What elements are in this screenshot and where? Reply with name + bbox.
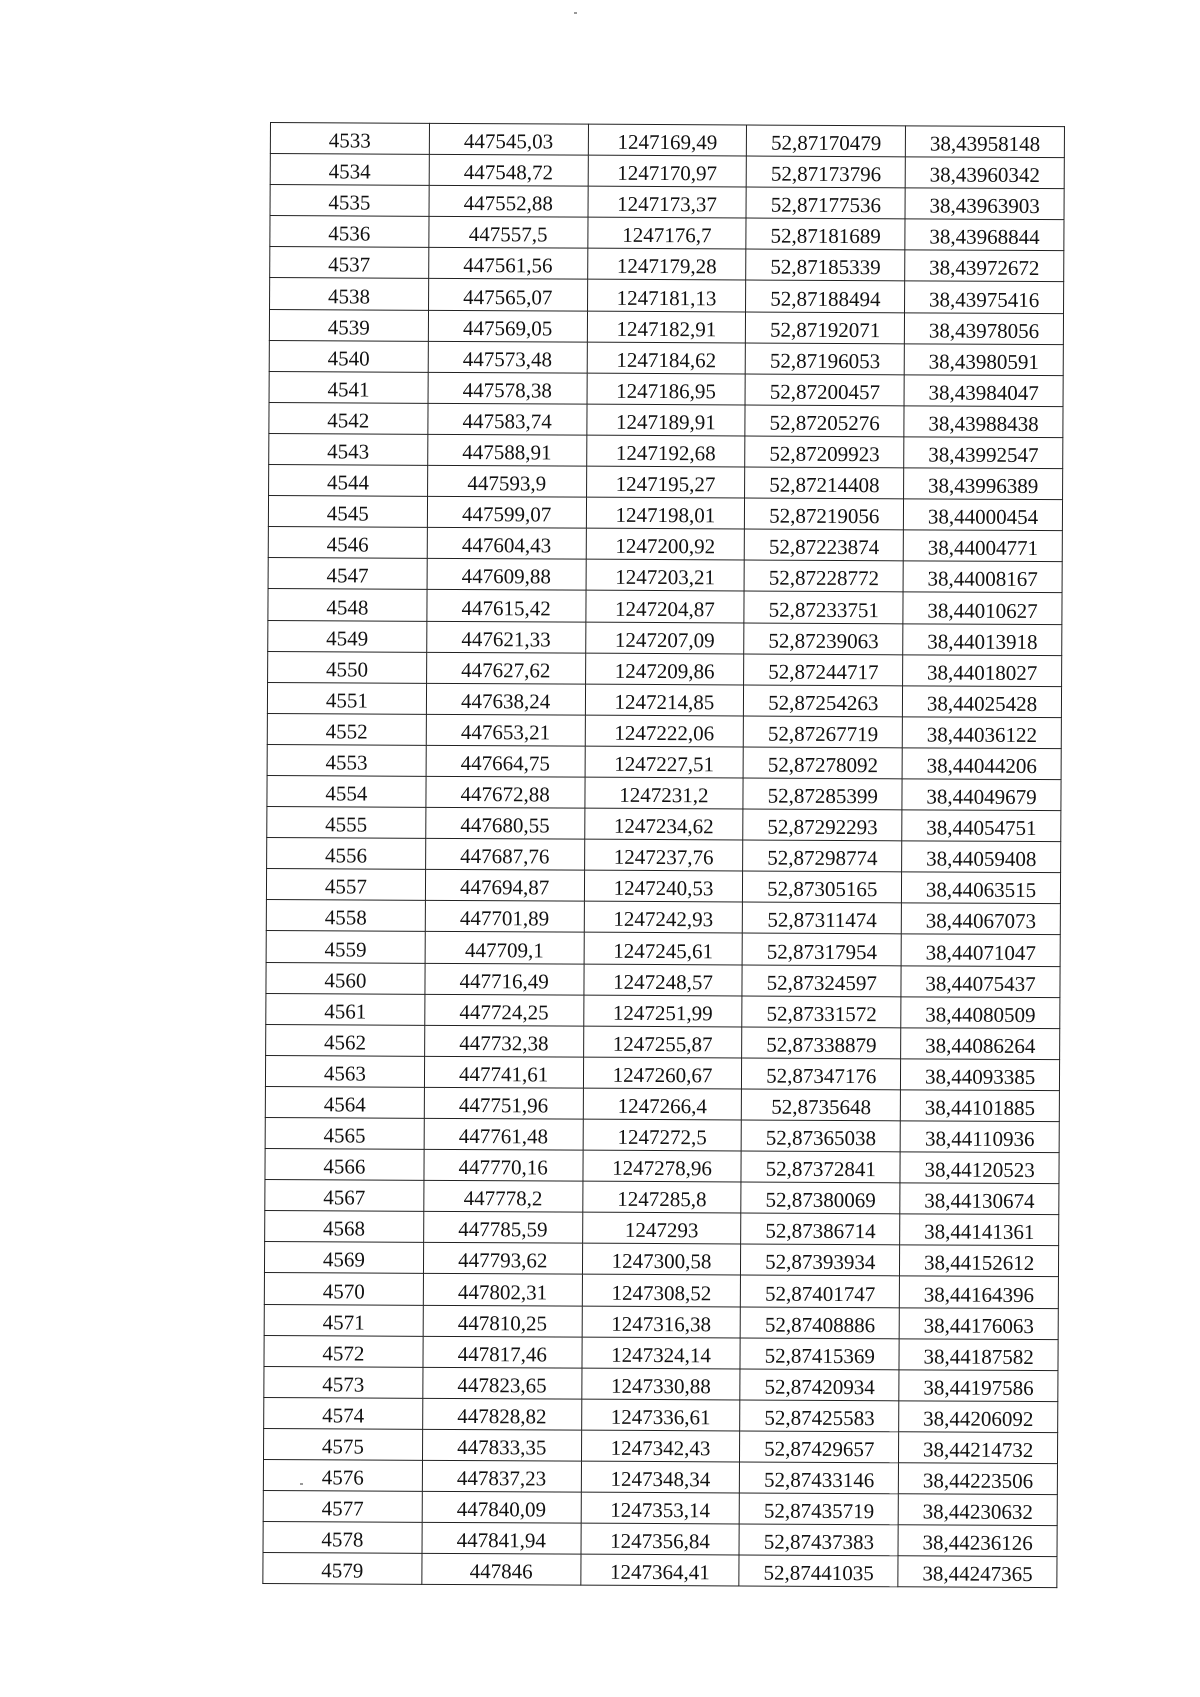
table-row xyxy=(265,1180,1059,1215)
point-number-cell: 4573 xyxy=(264,1366,423,1398)
table-row xyxy=(266,869,1060,904)
longitude-cell: 38,44008167 xyxy=(903,561,1062,593)
longitude-cell: 38,43968844 xyxy=(905,219,1064,251)
latitude-cell: 52,87415369 xyxy=(740,1338,899,1370)
longitude-cell: 38,44110936 xyxy=(900,1121,1059,1153)
y-coordinate-cell: 1247336,61 xyxy=(581,1399,740,1431)
latitude-cell: 52,87380069 xyxy=(741,1182,900,1214)
longitude-cell: 38,44093385 xyxy=(901,1059,1060,1091)
x-coordinate-cell: 447817,46 xyxy=(423,1336,582,1368)
point-number-cell: 4561 xyxy=(266,993,425,1025)
x-coordinate-cell: 447840,09 xyxy=(422,1491,581,1523)
y-coordinate-cell: 1247198,01 xyxy=(586,497,745,529)
longitude-cell: 38,43958148 xyxy=(906,126,1065,158)
y-coordinate-cell: 1247186,95 xyxy=(587,373,746,405)
latitude-cell: 52,87223874 xyxy=(745,529,904,561)
y-coordinate-cell: 1247203,21 xyxy=(586,559,745,591)
x-coordinate-cell: 447593,9 xyxy=(427,465,586,497)
latitude-cell: 52,87408886 xyxy=(741,1307,900,1339)
point-number-cell: 4547 xyxy=(268,558,427,590)
y-coordinate-cell: 1247182,91 xyxy=(587,311,746,343)
x-coordinate-cell: 447627,62 xyxy=(426,652,585,684)
x-coordinate-cell: 447833,35 xyxy=(422,1429,581,1461)
y-coordinate-cell: 1247214,85 xyxy=(585,684,744,716)
table-row xyxy=(266,931,1060,966)
x-coordinate-cell: 447680,55 xyxy=(426,807,585,839)
y-coordinate-cell: 1247227,51 xyxy=(585,746,744,778)
table-row xyxy=(267,682,1061,717)
table-row xyxy=(269,371,1063,406)
y-coordinate-cell: 1247300,58 xyxy=(582,1244,741,1276)
latitude-cell: 52,87317954 xyxy=(742,933,901,965)
point-number-cell: 4551 xyxy=(267,682,426,714)
longitude-cell: 38,43992547 xyxy=(904,437,1063,469)
longitude-cell: 38,44230632 xyxy=(898,1494,1057,1526)
x-coordinate-cell: 447578,38 xyxy=(428,372,587,404)
latitude-cell: 52,87441035 xyxy=(739,1555,898,1587)
latitude-cell: 52,87331572 xyxy=(742,996,901,1028)
latitude-cell: 52,87347176 xyxy=(742,1058,901,1090)
longitude-cell: 38,44018027 xyxy=(903,654,1062,686)
x-coordinate-cell: 447621,33 xyxy=(427,621,586,653)
point-number-cell: 4549 xyxy=(268,620,427,652)
x-coordinate-cell: 447778,2 xyxy=(424,1181,583,1213)
x-coordinate-cell: 447552,88 xyxy=(429,186,588,218)
point-number-cell: 4540 xyxy=(269,340,428,372)
latitude-cell: 52,87324597 xyxy=(742,965,901,997)
latitude-cell: 52,87435719 xyxy=(740,1493,899,1525)
y-coordinate-cell: 1247195,27 xyxy=(586,466,745,498)
table-row xyxy=(270,185,1064,220)
table-row xyxy=(267,775,1061,810)
latitude-cell: 52,87239063 xyxy=(744,622,903,654)
table-row xyxy=(265,1055,1059,1090)
table-row xyxy=(268,558,1062,593)
point-number-cell: 4564 xyxy=(265,1086,424,1118)
latitude-cell: 52,87292293 xyxy=(743,809,902,841)
y-coordinate-cell: 1247207,09 xyxy=(585,622,744,654)
point-number-cell: 4539 xyxy=(269,309,428,341)
table-row xyxy=(268,496,1062,531)
y-coordinate-cell: 1247184,62 xyxy=(587,342,746,374)
latitude-cell: 52,87311474 xyxy=(743,902,902,934)
point-number-cell: 4563 xyxy=(265,1055,424,1087)
longitude-cell: 38,44067073 xyxy=(901,903,1060,935)
longitude-cell: 38,44025428 xyxy=(903,686,1062,718)
longitude-cell: 38,44044206 xyxy=(902,748,1061,780)
latitude-cell: 52,87228772 xyxy=(744,560,903,592)
x-coordinate-cell: 447724,25 xyxy=(425,994,584,1026)
point-number-cell: 4568 xyxy=(265,1211,424,1243)
longitude-cell: 38,43980591 xyxy=(904,343,1063,375)
point-number-cell: 4557 xyxy=(266,869,425,901)
y-coordinate-cell: 1247169,49 xyxy=(588,124,747,156)
point-number-cell: 4578 xyxy=(263,1522,422,1554)
table-row xyxy=(264,1273,1058,1308)
point-number-cell: 4534 xyxy=(270,154,429,186)
x-coordinate-cell: 447846 xyxy=(422,1554,581,1586)
scan-speck xyxy=(300,1483,303,1485)
table-row xyxy=(270,278,1064,313)
latitude-cell: 52,87244717 xyxy=(744,654,903,686)
table-row xyxy=(268,589,1062,624)
longitude-cell: 38,44013918 xyxy=(903,623,1062,655)
point-number-cell: 4567 xyxy=(265,1180,424,1212)
latitude-cell: 52,87181689 xyxy=(746,218,905,250)
table-row xyxy=(269,309,1063,344)
table-row xyxy=(267,807,1061,842)
point-number-cell: 4565 xyxy=(265,1117,424,1149)
longitude-cell: 38,44101885 xyxy=(900,1090,1059,1122)
point-number-cell: 4535 xyxy=(270,185,429,217)
x-coordinate-cell: 447653,21 xyxy=(426,714,585,746)
latitude-cell: 52,87233751 xyxy=(744,591,903,623)
y-coordinate-cell: 1247356,84 xyxy=(581,1523,740,1555)
y-coordinate-cell: 1247173,37 xyxy=(588,186,747,218)
latitude-cell: 52,87200457 xyxy=(745,374,904,406)
y-coordinate-cell: 1247245,61 xyxy=(584,933,743,965)
x-coordinate-cell: 447548,72 xyxy=(429,154,588,186)
table-row xyxy=(270,216,1064,251)
x-coordinate-cell: 447604,43 xyxy=(427,528,586,560)
latitude-cell: 52,87372841 xyxy=(741,1151,900,1183)
y-coordinate-cell: 1247251,99 xyxy=(583,995,742,1027)
x-coordinate-cell: 447638,24 xyxy=(426,683,585,715)
x-coordinate-cell: 447672,88 xyxy=(426,776,585,808)
coordinates-table-body xyxy=(263,123,1065,1589)
y-coordinate-cell: 1247272,5 xyxy=(583,1119,742,1151)
point-number-cell: 4541 xyxy=(269,371,428,403)
scan-speck xyxy=(574,12,577,14)
longitude-cell: 38,44004771 xyxy=(903,530,1062,562)
point-number-cell: 4553 xyxy=(267,744,426,776)
table-row xyxy=(268,651,1062,686)
point-number-cell: 4536 xyxy=(270,216,429,248)
longitude-cell: 38,44223506 xyxy=(899,1463,1058,1495)
x-coordinate-cell: 447751,96 xyxy=(424,1087,583,1119)
point-number-cell: 4548 xyxy=(268,589,427,621)
y-coordinate-cell: 1247278,96 xyxy=(583,1150,742,1182)
table-row xyxy=(264,1335,1058,1370)
longitude-cell: 38,44071047 xyxy=(901,934,1060,966)
coordinates-table xyxy=(262,122,1065,1589)
table-row xyxy=(268,620,1062,655)
longitude-cell: 38,44120523 xyxy=(900,1152,1059,1184)
longitude-cell: 38,44206092 xyxy=(899,1401,1058,1433)
longitude-cell: 38,44214732 xyxy=(899,1432,1058,1464)
table-row xyxy=(268,527,1062,562)
y-coordinate-cell: 1247231,2 xyxy=(585,777,744,809)
longitude-cell: 38,43972672 xyxy=(905,250,1064,282)
point-number-cell: 4558 xyxy=(266,900,425,932)
latitude-cell: 52,87429657 xyxy=(740,1431,899,1463)
point-number-cell: 4550 xyxy=(268,651,427,683)
longitude-cell: 38,44247365 xyxy=(898,1556,1057,1588)
latitude-cell: 52,87254263 xyxy=(744,685,903,717)
longitude-cell: 38,43988438 xyxy=(904,406,1063,438)
latitude-cell: 52,87267719 xyxy=(744,716,903,748)
x-coordinate-cell: 447741,61 xyxy=(424,1056,583,1088)
y-coordinate-cell: 1247192,68 xyxy=(586,435,745,467)
y-coordinate-cell: 1247234,62 xyxy=(584,808,743,840)
y-coordinate-cell: 1247181,13 xyxy=(587,280,746,312)
latitude-cell: 52,87401747 xyxy=(741,1275,900,1307)
y-coordinate-cell: 1247324,14 xyxy=(582,1337,741,1369)
latitude-cell: 52,87214408 xyxy=(745,467,904,499)
x-coordinate-cell: 447561,56 xyxy=(428,248,587,280)
point-number-cell: 4575 xyxy=(263,1428,422,1460)
table-row xyxy=(264,1304,1058,1339)
point-number-cell: 4579 xyxy=(263,1553,422,1585)
table-row xyxy=(266,962,1060,997)
x-coordinate-cell: 447609,88 xyxy=(427,559,586,591)
point-number-cell: 4559 xyxy=(266,931,425,963)
point-number-cell: 4569 xyxy=(264,1242,423,1274)
longitude-cell: 38,44236126 xyxy=(898,1525,1057,1557)
point-number-cell: 4544 xyxy=(269,465,428,497)
y-coordinate-cell: 1247293 xyxy=(582,1212,741,1244)
point-number-cell: 4572 xyxy=(264,1335,423,1367)
longitude-cell: 38,44197586 xyxy=(899,1370,1058,1402)
point-number-cell: 4542 xyxy=(269,402,428,434)
longitude-cell: 38,43963903 xyxy=(905,188,1064,220)
y-coordinate-cell: 1247204,87 xyxy=(585,591,744,623)
point-number-cell: 4545 xyxy=(268,496,427,528)
longitude-cell: 38,44000454 xyxy=(904,499,1063,531)
x-coordinate-cell: 447828,82 xyxy=(422,1398,581,1430)
y-coordinate-cell: 1247353,14 xyxy=(581,1492,740,1524)
table-row xyxy=(269,433,1063,468)
x-coordinate-cell: 447732,38 xyxy=(424,1025,583,1057)
longitude-cell: 38,43996389 xyxy=(904,468,1063,500)
latitude-cell: 52,87170479 xyxy=(747,125,906,157)
table-row xyxy=(269,465,1063,500)
x-coordinate-cell: 447565,07 xyxy=(428,279,587,311)
longitude-cell: 38,44164396 xyxy=(899,1276,1058,1308)
y-coordinate-cell: 1247330,88 xyxy=(581,1368,740,1400)
x-coordinate-cell: 447793,62 xyxy=(423,1243,582,1275)
point-number-cell: 4543 xyxy=(269,433,428,465)
latitude-cell: 52,87386714 xyxy=(741,1213,900,1245)
point-number-cell: 4554 xyxy=(267,775,426,807)
y-coordinate-cell: 1247242,93 xyxy=(584,901,743,933)
y-coordinate-cell: 1247209,86 xyxy=(585,653,744,685)
y-coordinate-cell: 1247364,41 xyxy=(580,1554,739,1586)
y-coordinate-cell: 1247342,43 xyxy=(581,1430,740,1462)
point-number-cell: 4552 xyxy=(267,713,426,745)
table-row xyxy=(267,713,1061,748)
x-coordinate-cell: 447664,75 xyxy=(426,745,585,777)
longitude-cell: 38,44152612 xyxy=(900,1245,1059,1277)
y-coordinate-cell: 1247255,87 xyxy=(583,1026,742,1058)
x-coordinate-cell: 447687,76 xyxy=(425,838,584,870)
latitude-cell: 52,87305165 xyxy=(743,871,902,903)
latitude-cell: 52,87219056 xyxy=(745,498,904,530)
y-coordinate-cell: 1247240,53 xyxy=(584,870,743,902)
point-number-cell: 4574 xyxy=(264,1397,423,1429)
table-row xyxy=(269,402,1063,437)
table-row xyxy=(264,1397,1058,1432)
latitude-cell: 52,87365038 xyxy=(742,1120,901,1152)
x-coordinate-cell: 447810,25 xyxy=(423,1305,582,1337)
table-row xyxy=(264,1366,1058,1401)
latitude-cell: 52,87298774 xyxy=(743,840,902,872)
longitude-cell: 38,43978056 xyxy=(905,312,1064,344)
latitude-cell: 52,87420934 xyxy=(740,1369,899,1401)
point-number-cell: 4538 xyxy=(270,278,429,310)
y-coordinate-cell: 1247348,34 xyxy=(581,1461,740,1493)
point-number-cell: 4562 xyxy=(266,1024,425,1056)
point-number-cell: 4555 xyxy=(267,807,426,839)
longitude-cell: 38,44176063 xyxy=(899,1307,1058,1339)
y-coordinate-cell: 1247179,28 xyxy=(587,249,746,281)
x-coordinate-cell: 447557,5 xyxy=(429,217,588,249)
latitude-cell: 52,87205276 xyxy=(745,405,904,437)
latitude-cell: 52,87196053 xyxy=(746,343,905,375)
point-number-cell: 4556 xyxy=(267,838,426,870)
point-number-cell: 4537 xyxy=(270,247,429,279)
longitude-cell: 38,44130674 xyxy=(900,1183,1059,1215)
longitude-cell: 38,44075437 xyxy=(901,965,1060,997)
y-coordinate-cell: 1247285,8 xyxy=(582,1181,741,1213)
x-coordinate-cell: 447694,87 xyxy=(425,870,584,902)
longitude-cell: 38,44080509 xyxy=(901,996,1060,1028)
table-row xyxy=(263,1553,1057,1588)
x-coordinate-cell: 447701,89 xyxy=(425,901,584,933)
y-coordinate-cell: 1247248,57 xyxy=(584,964,743,996)
point-number-cell: 4571 xyxy=(264,1304,423,1336)
longitude-cell: 38,44049679 xyxy=(902,779,1061,811)
y-coordinate-cell: 1247176,7 xyxy=(587,217,746,249)
latitude-cell: 52,87185339 xyxy=(746,249,905,281)
latitude-cell: 52,87192071 xyxy=(746,312,905,344)
x-coordinate-cell: 447545,03 xyxy=(429,123,588,155)
point-number-cell: 4577 xyxy=(263,1491,422,1523)
latitude-cell: 52,87177536 xyxy=(746,187,905,219)
x-coordinate-cell: 447716,49 xyxy=(425,963,584,995)
x-coordinate-cell: 447569,05 xyxy=(428,310,587,342)
x-coordinate-cell: 447785,59 xyxy=(423,1212,582,1244)
y-coordinate-cell: 1247237,76 xyxy=(584,839,743,871)
longitude-cell: 38,44086264 xyxy=(901,1028,1060,1060)
y-coordinate-cell: 1247266,4 xyxy=(583,1088,742,1120)
longitude-cell: 38,44187582 xyxy=(899,1338,1058,1370)
table-row xyxy=(265,1117,1059,1152)
longitude-cell: 38,44036122 xyxy=(902,717,1061,749)
y-coordinate-cell: 1247170,97 xyxy=(588,155,747,187)
point-number-cell: 4560 xyxy=(266,962,425,994)
longitude-cell: 38,43975416 xyxy=(905,281,1064,313)
x-coordinate-cell: 447615,42 xyxy=(427,590,586,622)
table-row xyxy=(266,900,1060,935)
longitude-cell: 38,44054751 xyxy=(902,810,1061,842)
table-row xyxy=(267,838,1061,873)
table-row xyxy=(269,340,1063,375)
longitude-cell: 38,43960342 xyxy=(905,157,1064,189)
x-coordinate-cell: 447823,65 xyxy=(423,1367,582,1399)
x-coordinate-cell: 447709,1 xyxy=(425,932,584,964)
latitude-cell: 52,87433146 xyxy=(740,1462,899,1494)
latitude-cell: 52,87188494 xyxy=(746,280,905,312)
longitude-cell: 38,44059408 xyxy=(902,841,1061,873)
y-coordinate-cell: 1247308,52 xyxy=(582,1275,741,1307)
point-number-cell: 4566 xyxy=(265,1149,424,1181)
longitude-cell: 38,44010627 xyxy=(903,592,1062,624)
table-row xyxy=(263,1428,1057,1463)
latitude-cell: 52,87278092 xyxy=(743,747,902,779)
y-coordinate-cell: 1247200,92 xyxy=(586,528,745,560)
latitude-cell: 52,87437383 xyxy=(739,1524,898,1556)
x-coordinate-cell: 447583,74 xyxy=(428,403,587,435)
point-number-cell: 4570 xyxy=(264,1273,423,1305)
latitude-cell: 52,87173796 xyxy=(747,156,906,188)
point-number-cell: 4533 xyxy=(270,123,429,155)
longitude-cell: 38,44141361 xyxy=(900,1214,1059,1246)
x-coordinate-cell: 447761,48 xyxy=(424,1118,583,1150)
table-row xyxy=(270,247,1064,282)
x-coordinate-cell: 447599,07 xyxy=(427,496,586,528)
table-row xyxy=(265,1211,1059,1246)
x-coordinate-cell: 447770,16 xyxy=(424,1149,583,1181)
table-row xyxy=(265,1149,1059,1184)
table-row xyxy=(263,1491,1057,1526)
point-number-cell: 4576 xyxy=(263,1460,422,1492)
x-coordinate-cell: 447837,23 xyxy=(422,1460,581,1492)
table-row xyxy=(266,1024,1060,1059)
longitude-cell: 38,44063515 xyxy=(902,872,1061,904)
latitude-cell: 52,87393934 xyxy=(741,1244,900,1276)
latitude-cell: 52,87209923 xyxy=(745,436,904,468)
table-row xyxy=(264,1242,1058,1277)
x-coordinate-cell: 447573,48 xyxy=(428,341,587,373)
y-coordinate-cell: 1247189,91 xyxy=(586,404,745,436)
table-row xyxy=(267,744,1061,779)
longitude-cell: 38,43984047 xyxy=(904,375,1063,407)
latitude-cell: 52,87338879 xyxy=(742,1027,901,1059)
x-coordinate-cell: 447588,91 xyxy=(428,434,587,466)
table-row xyxy=(270,123,1064,158)
latitude-cell: 52,8735648 xyxy=(742,1089,901,1121)
y-coordinate-cell: 1247316,38 xyxy=(582,1306,741,1338)
table-row xyxy=(266,993,1060,1028)
table-row xyxy=(270,154,1064,189)
x-coordinate-cell: 447841,94 xyxy=(422,1523,581,1555)
x-coordinate-cell: 447802,31 xyxy=(423,1274,582,1306)
y-coordinate-cell: 1247260,67 xyxy=(583,1057,742,1089)
y-coordinate-cell: 1247222,06 xyxy=(585,715,744,747)
table-row xyxy=(263,1460,1057,1495)
latitude-cell: 52,87285399 xyxy=(743,778,902,810)
table-row xyxy=(263,1522,1057,1557)
latitude-cell: 52,87425583 xyxy=(740,1400,899,1432)
point-number-cell: 4546 xyxy=(268,527,427,559)
table-row xyxy=(265,1086,1059,1121)
